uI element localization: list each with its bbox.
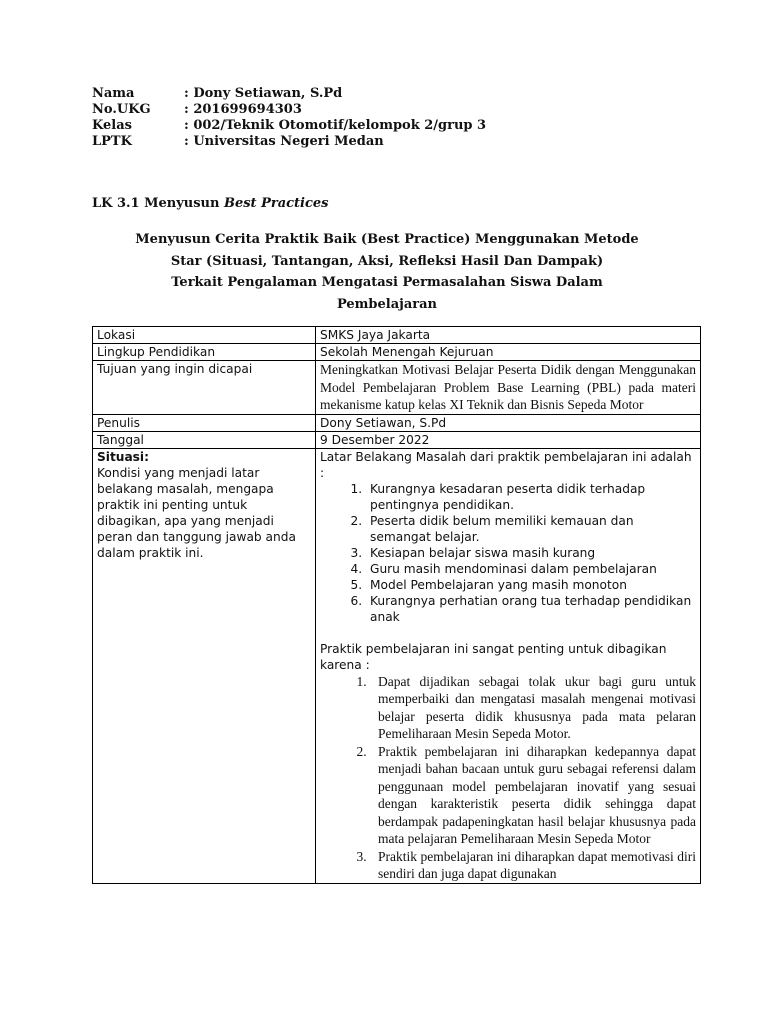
importance-intro: Praktik pembelajaran ini sangat penting untuk dibagikan karena :	[320, 641, 667, 672]
table-row-lokasi	[93, 327, 701, 344]
table-row-lingkup	[93, 344, 701, 361]
reason-list	[320, 673, 696, 883]
identity-row-nama	[92, 86, 486, 102]
nama-label: Nama	[92, 86, 135, 101]
situasi-label-cell	[93, 448, 316, 883]
list-item: 1. Dapat dijadikan sebagai tolak ukur bagi guru untuk memperbaiki dan mengatasi masalah mengenai motivasi belajar peserta didik khususnya pada mata pelaran Pemeliharaan Mesin Sepeda Motor.	[370, 673, 696, 743]
situasi-label: Situasi:	[97, 449, 149, 464]
ukg-label: No.UKG	[92, 102, 151, 117]
table-row-situasi	[93, 448, 701, 883]
penulis-value: Dony Setiawan, S.Pd	[316, 414, 701, 431]
list-item: 2. Praktik pembelajaran ini diharapkan kedepannya dapat menjadi bahan bacaan untuk guru sebagai referensi dalam penggunaan model pembelajaran inovatif yang sesuai dengan karakteristik peserta didik sehingga dapat berdampak padapeningkatan hasil belajar khususnya pada mata pelajaran Pemeliharaan Mesin Sepeda Motor	[370, 743, 696, 848]
list-item: 4. Guru masih mendominasi dalam pembelajaran	[366, 561, 696, 577]
situasi-intro: Latar Belakang Masalah dari praktik pembelajaran ini adalah :	[320, 449, 692, 480]
identity-row-lptk	[92, 134, 486, 150]
list-item: 1. Kurangnya kesadaran peserta didik terhadap pentingnya pendidikan.	[366, 481, 696, 513]
kelas-label: Kelas	[92, 118, 132, 133]
tujuan-value: Meningkatkan Motivasi Belajar Peserta Didik dengan Menggunakan Model Pembelajaran Problem Base Learning (PBL) pada materi mekanisme katup kelas XI Teknik dan Bisnis Sepeda Motor	[316, 361, 701, 415]
nama-value: : Dony Setiawan, S.Pd	[184, 86, 343, 101]
lokasi-value: SMKS Jaya Jakarta	[316, 327, 701, 344]
situasi-content-cell	[316, 448, 701, 883]
tanggal-value: 9 Desember 2022	[316, 431, 701, 448]
tujuan-label: Tujuan yang ingin dicapai	[93, 361, 316, 415]
lingkup-label: Lingkup Pendidikan	[93, 344, 316, 361]
table-row-penulis	[93, 414, 701, 431]
ukg-value: : 201699694303	[184, 102, 302, 117]
list-item: 5. Model Pembelajaran yang masih monoton	[366, 577, 696, 593]
identity-row-ukg	[92, 102, 486, 118]
list-item: 2. Peserta didik belum memiliki kemauan dan semangat belajar.	[366, 513, 696, 545]
lptk-value: : Universitas Negeri Medan	[184, 134, 384, 149]
tanggal-label: Tanggal	[93, 431, 316, 448]
lptk-label: LPTK	[92, 134, 132, 149]
identity-row-kelas	[92, 118, 486, 134]
lk-heading-italic: Best Practices	[223, 196, 329, 211]
best-practice-table	[92, 326, 701, 884]
lk-heading	[92, 196, 329, 211]
penulis-label: Penulis	[93, 414, 316, 431]
lingkup-value: Sekolah Menengah Kejuruan	[316, 344, 701, 361]
title-line: Star (Situasi, Tantangan, Aksi, Refleksi Hasil Dan Dampak)	[170, 253, 604, 269]
list-item: 3. Praktik pembelajaran ini diharapkan dapat memotivasi diri sendiri dan juga dapat digunakan	[370, 848, 696, 883]
table-row-tanggal	[93, 431, 701, 448]
situasi-description: Kondisi yang menjadi latar belakang masalah, mengapa praktik ini penting untuk dibagikan, apa yang menjadi peran dan tanggung jawab anda dalam praktik ini.	[97, 465, 296, 560]
table-row-tujuan	[93, 361, 701, 415]
list-item: 3. Kesiapan belajar siswa masih kurang	[366, 545, 696, 561]
lk-heading-prefix: LK 3.1 Menyusun	[92, 196, 224, 211]
document-title	[92, 229, 682, 315]
title-line: Pembelajaran	[336, 296, 438, 312]
title-line: Menyusun Cerita Praktik Baik (Best Practice) Menggunakan Metode	[135, 232, 639, 247]
title-line: Terkait Pengalaman Mengatasi Permasalahan Siswa Dalam	[171, 275, 603, 290]
lokasi-label: Lokasi	[93, 327, 316, 344]
problem-list	[320, 481, 696, 625]
list-item: 6. Kurangnya perhatian orang tua terhadap pendidikan anak	[366, 593, 696, 625]
spacer	[320, 625, 696, 641]
identity-block	[92, 86, 486, 150]
kelas-value: : 002/Teknik Otomotif/kelompok 2/grup 3	[184, 118, 487, 133]
